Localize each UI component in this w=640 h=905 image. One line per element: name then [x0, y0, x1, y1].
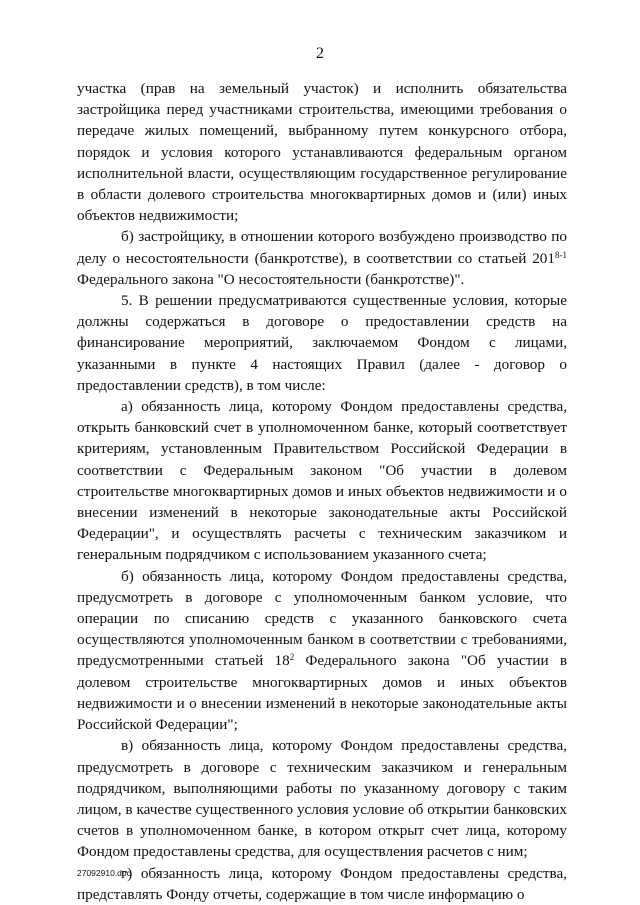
footer-filename: 27092910.doc — [77, 868, 131, 878]
paragraph-text: Федерального закона "Об участии в долевом строительстве многоквартирных домов и иных объектов недвижимости и о внесении изменений в некоторые законодательные акты Российской Федерации"; — [77, 652, 567, 734]
paragraph-text: б) застройщику, в отношении которого возбуждено производство по делу о несостоятельности (банкротстве), в соответствии со статьей 201 — [77, 228, 567, 267]
article-superscript: 2 — [289, 652, 295, 663]
document-body — [77, 78, 567, 905]
paragraph-b-bank-agreement — [77, 566, 567, 736]
paragraph-continuation: участка (прав на земельный участок) и исполнить обязательства застройщика перед участниками строительства, имеющими требования о передаче жилых помещений, выбранному путем конкурсного отбора, порядок и условия которого устанавливаются федеральным органом исполнительной власти, осуществляющим государственное регулирование в области долевого строительства многоквартирных домов и (или) иных объектов недвижимости; — [77, 80, 567, 225]
paragraph-text: Федерального закона "О несостоятельности (банкротстве)". — [77, 270, 465, 288]
paragraph-b-developer-bankruptcy — [77, 226, 567, 290]
paragraph-5-essential-conditions: 5. В решении предусматриваются существенные условия, которые должны содержаться в договоре о предоставлении средств на финансирование мероприятий, заключаемом Фондом с лицами, указанными в пункте 4 настоящих Правил (далее - договор о предоставлении средств), в том числе: — [77, 292, 567, 394]
article-superscript: 8-1 — [555, 249, 567, 260]
paragraph-g-reports: г) обязанность лица, которому Фондом предоставлены средства, представлять Фонду отчеты, содержащие в том числе информацию о — [77, 864, 567, 903]
paragraph-v-contractor-agreement: в) обязанность лица, которому Фондом предоставлены средства, предусмотреть в договоре с техническим заказчиком и генеральным подрядчиком, выполняющими работы по указанному договору с таким лицом, в качестве существенного условия условие об открытии банковских счетов в уполномоченном банке, в котором открыт счет лица, которому Фондом предоставлены средства, для осуществления расчетов с ним; — [77, 737, 567, 861]
paragraph-a-bank-account: а) обязанность лица, которому Фондом предоставлены средства, открыть банковский счет в уполномоченном банке, который соответствует критериям, установленным Правительством Российской Федерации в соответствии с Федеральным законом "Об участии в долевом строительстве многоквартирных домов и иных объектов недвижимости и о внесении изменений в некоторые законодательные акты Российской Федерации", и осуществлять расчеты с техническим заказчиком и генеральным подрядчиком с использованием указанного счета; — [77, 398, 567, 564]
paragraph-text: б) обязанность лица, которому Фондом предоставлены средства, предусмотреть в договоре с уполномоченным банком условие, что операции по списанию средств с указанного банковского счета осуществляются уполномоченным банком в соответствии с требованиями, предусмотренными статьей 18 — [77, 567, 567, 670]
page-number: 2 — [316, 45, 324, 62]
